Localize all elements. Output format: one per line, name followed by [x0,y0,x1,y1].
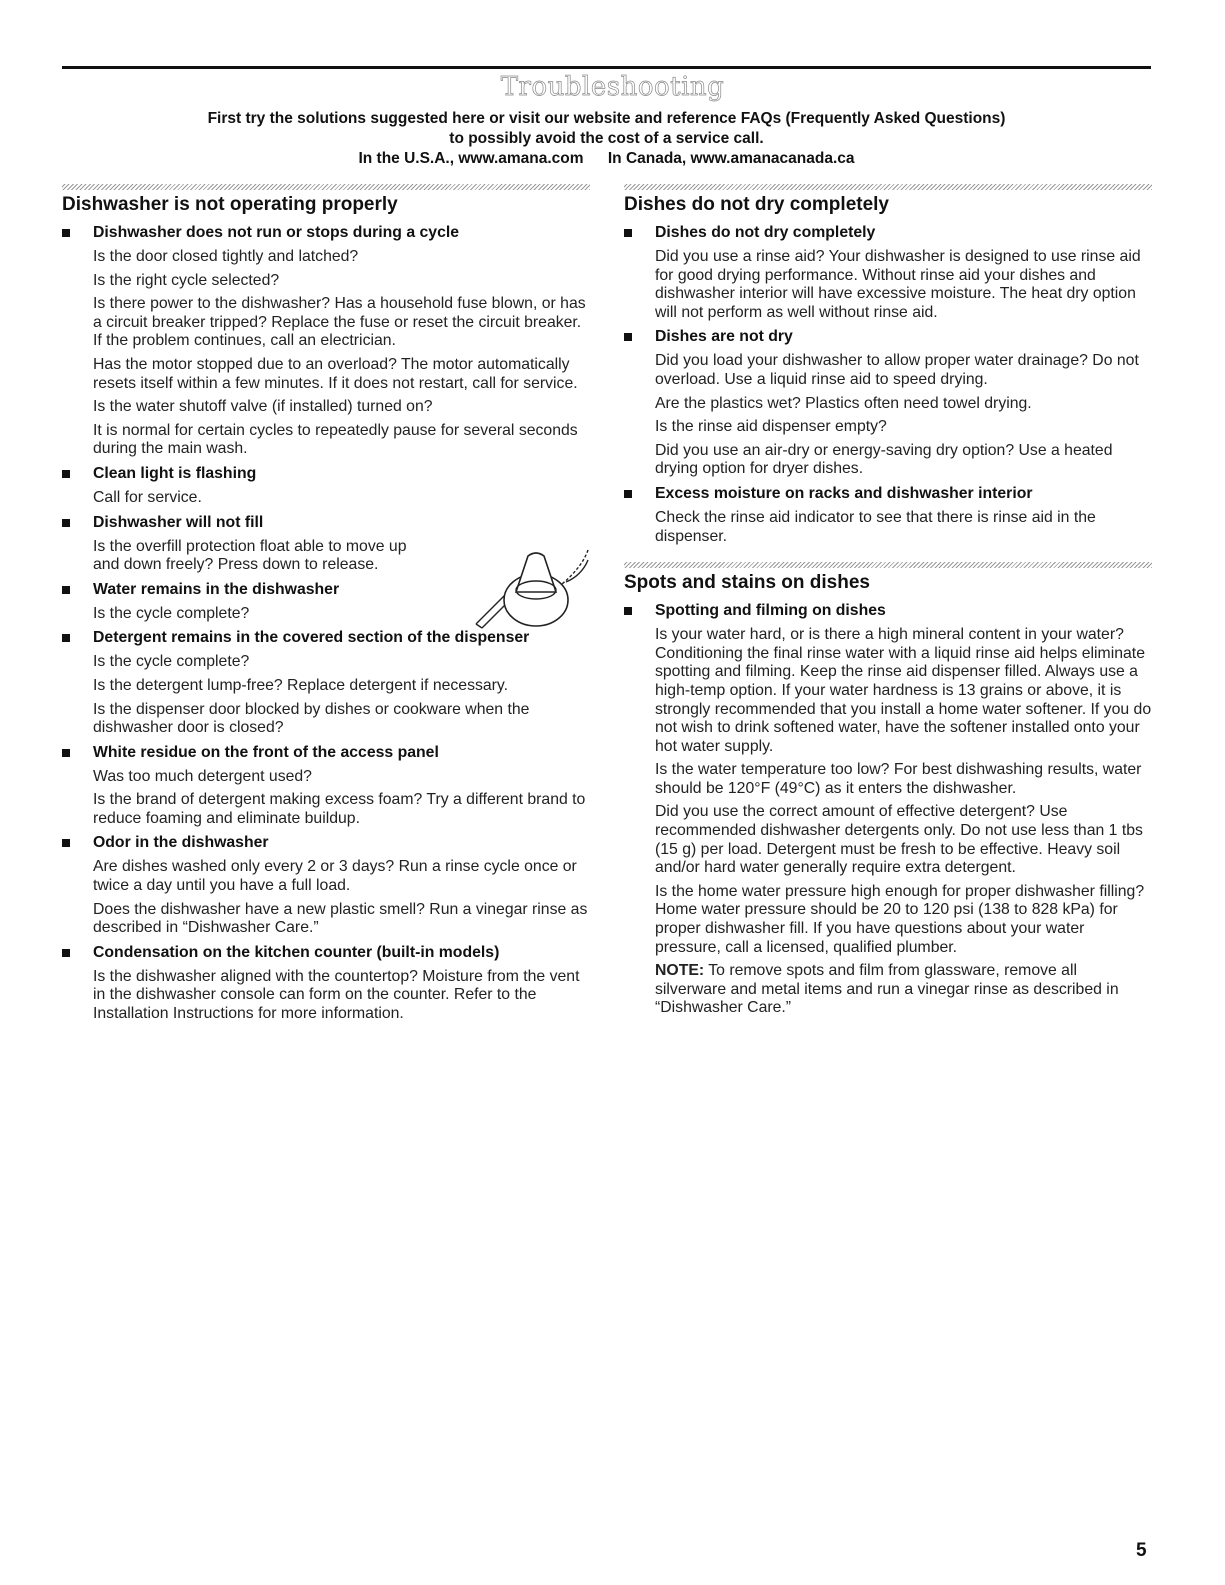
note-body: To remove spots and film from glassware, remove all silverware and metal items and run a vinegar rinse as described in “Dishwasher Care.” [655,962,1119,1017]
section-title: Dishwasher is not operating properly [62,194,398,215]
overfill-float-illustration [466,548,592,632]
website-line [62,149,1151,169]
right-column [624,184,1152,1034]
bullet-square-icon [62,749,70,757]
issue-text: Has the motor stopped due to an overload? The motor automatically resets itself within a few minutes. If it does not restart, call for service. [93,355,578,392]
issue-item [62,943,590,1024]
issue-text: Did you use an air-dry or energy-saving dry option? Use a heated drying option for dryer dishes. [655,441,1113,478]
intro-text [62,109,1151,169]
issue-text: Is the dishwasher aligned with the countertop? Moisture from the vent in the dishwasher console can form on the counter. Refer to the Installation Instructions for more information. [93,967,580,1023]
page-number: 5 [1136,1540,1147,1561]
issue-title: Spotting and filming on dishes [655,602,886,620]
issue-title: Odor in the dishwasher [93,834,269,852]
issue-text: Did you use a rinse aid? Your dishwasher is designed to use rinse aid for good drying performance. Without rinse aid your dishes and dishwasher interior will have excessive moisture. The heat dry option will not perform as well without rinse aid. [655,248,1141,321]
issue-title: Water remains in the dishwasher [93,580,340,598]
bullet-square-icon [62,634,70,642]
section-divider [624,184,1152,190]
issue-title: Excess moisture on racks and dishwasher interior [655,484,1033,502]
issue-text: Is the cycle complete? [93,653,250,671]
issue-item [624,601,1152,1018]
section-divider [624,562,1152,568]
issue-text: Call for service. [93,488,202,506]
canada-website-link[interactable]: In Canada, www.amanacanada.ca [607,150,855,167]
issue-text: Was too much detergent used? [93,767,312,785]
issue-text: Did you use the correct amount of effective detergent? Use recommended dishwasher detergents only. Do not use less than 1 tbs (15 g) per load. Detergent must be fresh to be effective. Heavy soil and/or hard water generally require extra detergent. [655,803,1143,877]
usa-website-link[interactable]: In the U.S.A., www.amana.com [358,150,584,167]
issue-text: Is the right cycle selected? [93,271,280,289]
issue-text: Is the door closed tightly and latched? [93,248,359,265]
bullet-square-icon [62,519,70,527]
page-title: Troubleshooting [500,72,725,102]
issue-text: Is the rinse aid dispenser empty? [655,418,887,436]
section-title: Spots and stains on dishes [624,572,870,594]
bullet-square-icon [62,839,70,847]
issue-item [62,223,590,459]
issue-text: Does the dishwasher have a new plastic smell? Run a vinegar rinse as described in “Dishwasher Care.” [93,900,588,937]
issue-item [62,464,590,508]
bullet-square-icon [624,229,632,237]
bullet-square-icon [62,949,70,957]
intro-line-1: First try the solutions suggested here or visit our website and reference FAQs (Frequently Asked Questions) [207,110,1006,127]
issue-text: Check the rinse aid indicator to see that there is rinse aid in the dispenser. [655,508,1096,545]
issue-text: Is the home water pressure high enough for proper dishwasher filling? Home water pressure should be 20 to 120 psi (138 to 828 kPa) for proper dishwasher fill. If you have questions about your water pressure, call a licensed, qualified plumber. [655,882,1145,956]
issue-text: Is the dispenser door blocked by dishes or cookware when the dishwasher door is closed? [93,700,530,737]
issue-text: Did you load your dishwasher to allow proper water drainage? Do not overload. Use a liquid rinse aid to speed drying. [655,352,1139,388]
section-spots [624,562,1152,1018]
section-divider [62,184,590,190]
intro-line-2: to possibly avoid the cost of a service call. [449,130,764,147]
note-text [655,962,1152,1018]
issue-item [62,833,590,937]
bullet-square-icon [62,229,70,237]
section-not-dry [624,184,1152,546]
issue-item [624,327,1152,479]
bullet-square-icon [624,333,632,341]
bullet-square-icon [62,470,70,478]
issue-title: Clean light is flashing [93,464,257,482]
top-rule [62,66,1151,69]
issue-item [62,743,590,829]
issue-title: Dishes do not dry completely [655,224,876,241]
section-title: Dishes do not dry completely [624,194,889,215]
issue-item [62,628,590,737]
issue-text: Is the overfill protection float able to move up and down freely? Press down to release. [93,537,407,574]
issue-text: It is normal for certain cycles to repeatedly pause for several seconds during the main wash. [93,421,578,458]
issue-title: Dishwasher will not fill [93,513,264,531]
bullet-square-icon [624,607,632,615]
note-label: NOTE: [655,962,705,980]
issue-title: Detergent remains in the covered section of the dispenser [93,629,530,647]
issue-text: Is the water shutoff valve (if installed) turned on? [93,398,433,416]
bullet-square-icon [62,586,70,594]
issue-text: Is the cycle complete? [93,604,250,622]
issue-title: Dishes are not dry [655,328,793,346]
issue-title: White residue on the front of the access panel [93,743,439,761]
issue-text: Is your water hard, or is there a high mineral content in your water? Conditioning the final rinse water with a liquid rinse aid helps eliminate spotting and filming. Keep the rinse aid dispenser filled. Always use a high-temp option. If your water hardness is 13 grains or above, it is strongly recommended that you install a home water softener. If you do not wish to drink softened water, have the softener installed onto your hot water supply. [655,626,1152,755]
issue-title: Dishwasher does not run or stops during a cycle [93,224,460,241]
issue-text: Is the brand of detergent making excess foam? Try a different brand to reduce foaming and eliminate buildup. [93,791,586,827]
issue-item [624,484,1152,546]
issue-text: Is the detergent lump-free? Replace detergent if necessary. [93,676,509,694]
issue-text: Is the water temperature too low? For best dishwashing results, water should be 120°F (49°C) as it enters the dishwasher. [655,761,1142,797]
issue-title: Condensation on the kitchen counter (built-in models) [93,943,500,961]
bullet-square-icon [624,490,632,498]
issue-text: Are the plastics wet? Plastics often need towel drying. [655,394,1032,412]
issue-item [624,223,1152,322]
issue-text: Are dishes washed only every 2 or 3 days? Run a rinse cycle once or twice a day until you have a full load. [93,858,577,895]
issue-text: Is there power to the dishwasher? Has a household fuse blown, or has a circuit breaker tripped? Replace the fuse or reset the circuit breaker. If the problem continues, call an electrician. [93,295,586,350]
